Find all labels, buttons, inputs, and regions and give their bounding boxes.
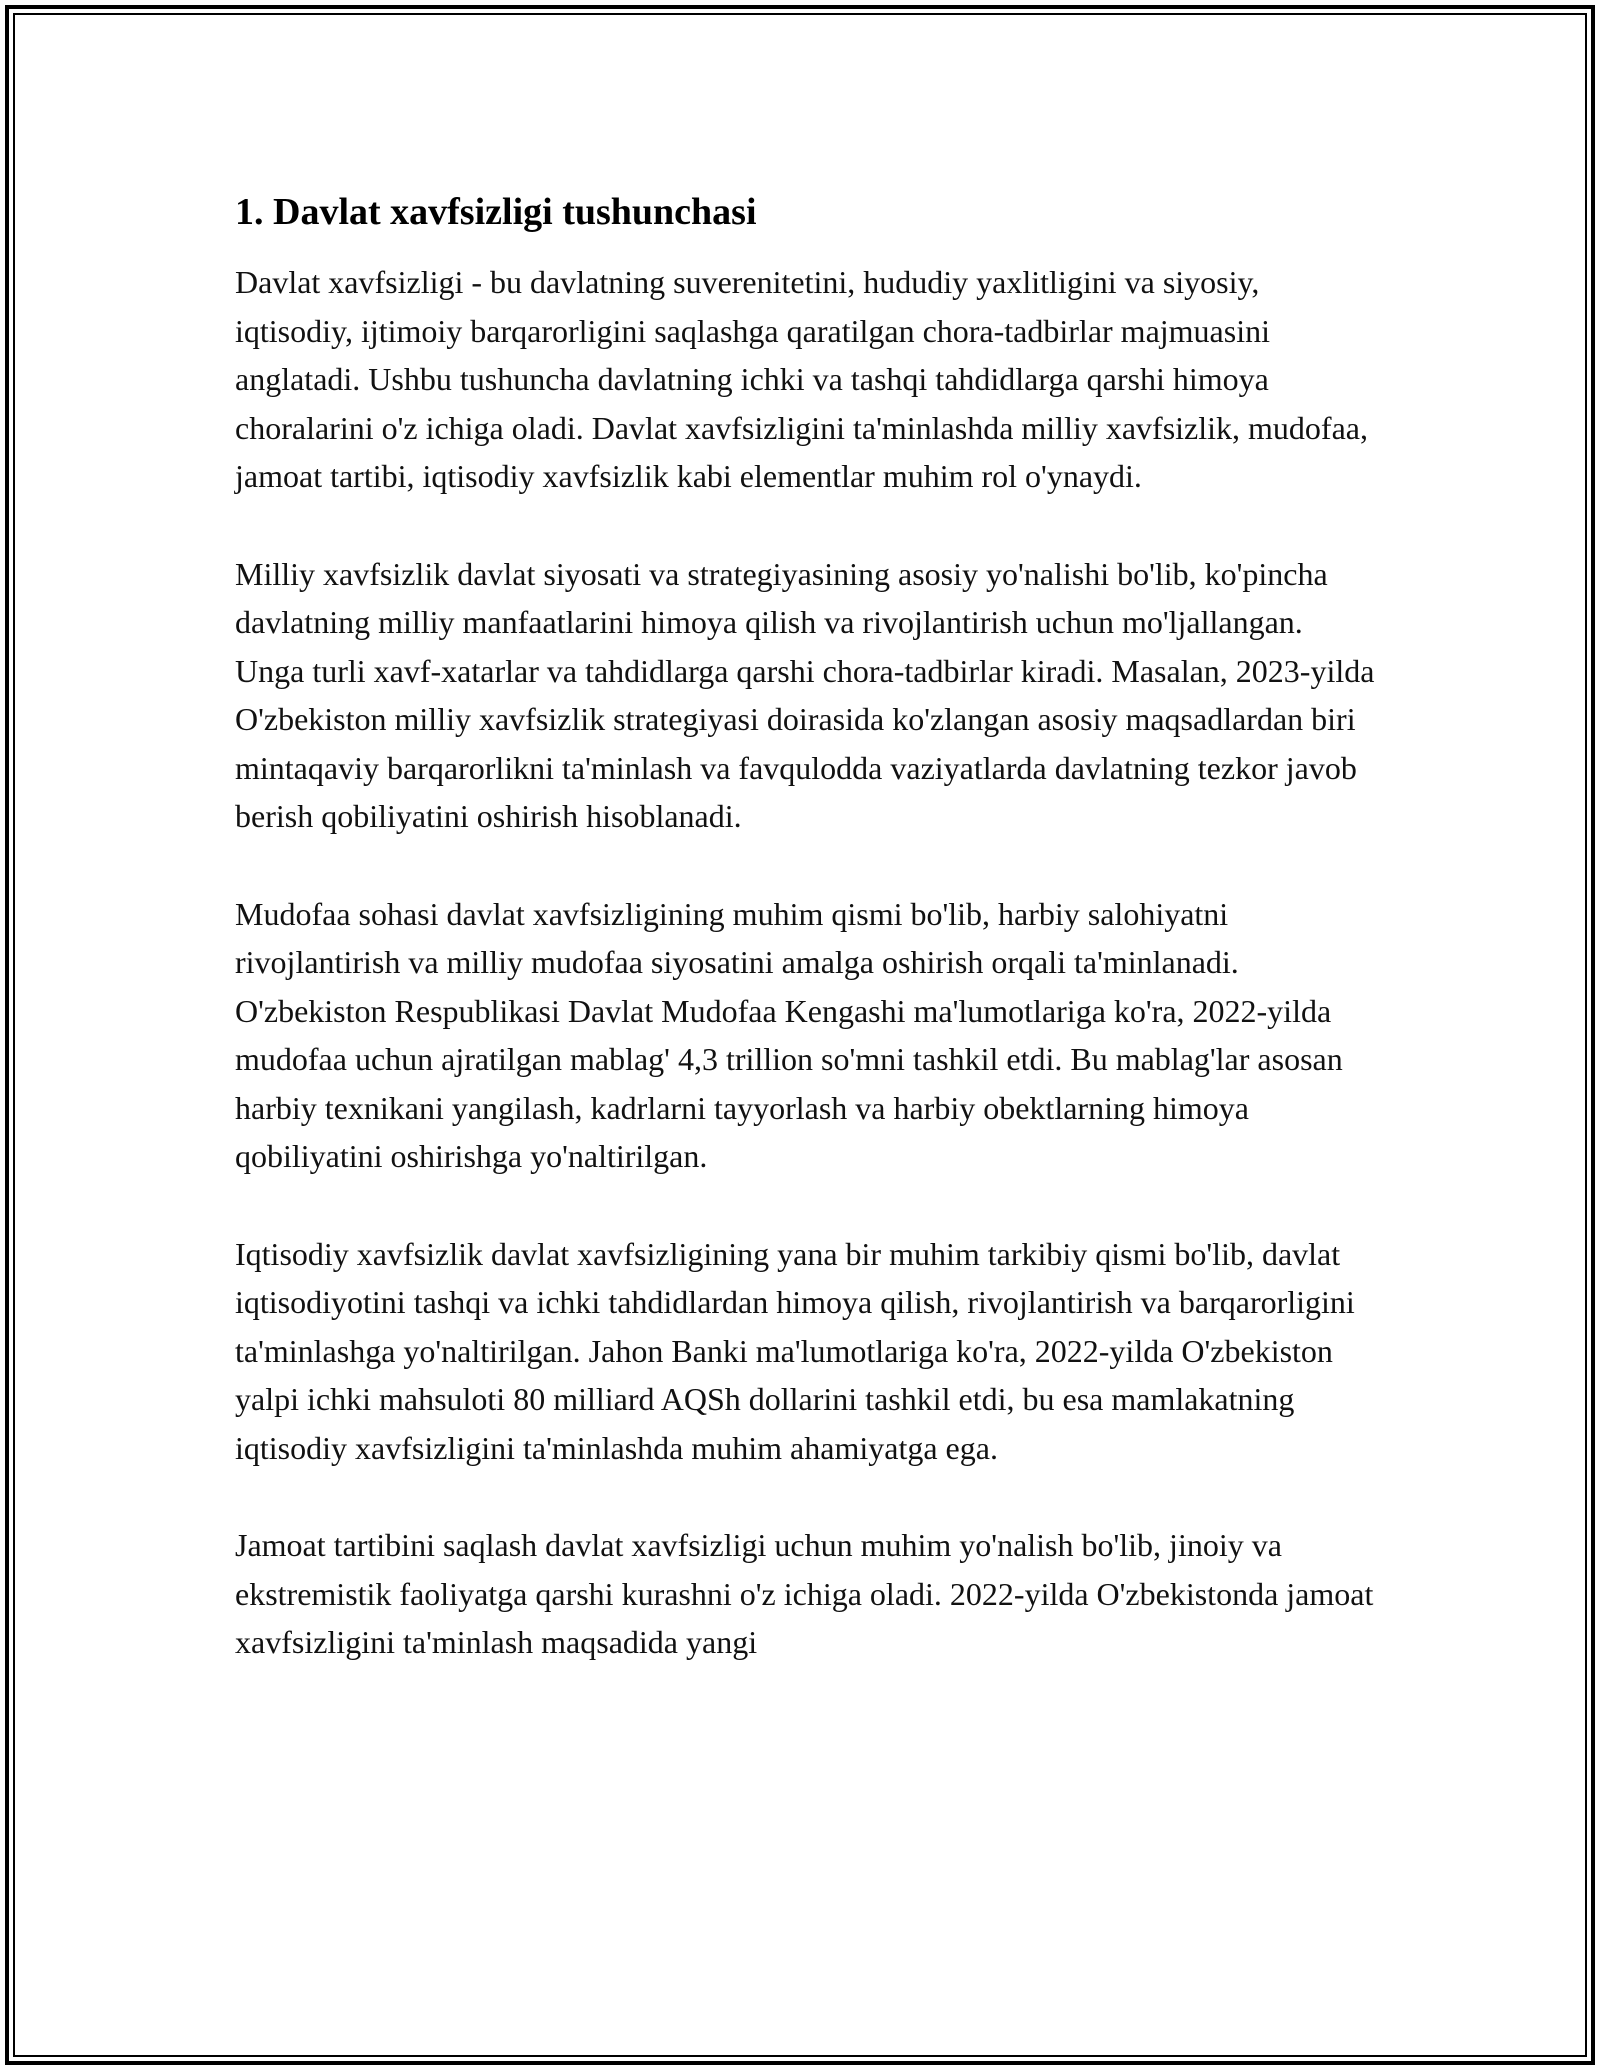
paragraph-defense: Mudofaa sohasi davlat xavfsizligining muhim qismi bo'lib, harbiy salohiyatni rivojlantirish va milliy mudofaa siyosatini amalga oshirish orqali ta'minlanadi. O'zbekiston Respublikasi Davlat Mudofaa Kengashi ma'lumotlariga ko'ra, 2022-yilda mudofaa uchun ajratilgan mablag' 4,3 trillion so'mni tashkil etdi. Bu mablag'lar asosan harbiy texnikani yangilash, kadrlarni tayyorlash va harbiy obektlarning himoya qobiliyatini oshirishga yo'naltirilgan. (235, 895, 1343, 1174)
paragraph-economic-security: Iqtisodiy xavfsizlik davlat xavfsizligining yana bir muhim tarkibiy qismi bo'lib, davlat iqtisodiyotini tashqi va ichki tahdidlardan himoya qilish, rivojlantirish va barqarorligini ta'minlashga yo'naltirilgan. Jahon Banki ma'lumotlariga ko'ra, 2022-yilda O'zbekiston yalpi ichki mahsuloti 80 milliard AQSh dollarini tashkil etdi, bu esa mamlakatning iqtisodiy xavfsizligini ta'minlashda muhim ahamiyatga ega. (235, 1235, 1355, 1466)
paragraph-definition: Davlat xavfsizligi - bu davlatning suverenitetini, hududiy yaxlitligini va siyosiy, iqtisodiy, ijtimoiy barqarorligini saqlashga qaratilgan chora-tadbirlar majmuasini anglatadi. Ushbu tushuncha davlatning ichki va tashqi tahdidlarga qarshi himoya choralarini o'z ichiga oladi. Davlat xavfsizligini ta'minlashda milliy xavfsizlik, mudofaa, jamoat tartibi, iqtisodiy xavfsizlik kabi elementlar muhim rol o'ynaydi. (235, 264, 1368, 494)
paragraph-national-security: Milliy xavfsizlik davlat siyosati va strategiyasining asosiy yo'nalishi bo'lib, ko'pincha davlatning milliy manfaatlarini himoya qilish va rivojlantirish uchun mo'ljallangan. Unga turli xavf-xatarlar va tahdidlarga qarshi chora-tadbirlar kiradi. Masalan, 2023-yilda O'zbekiston milliy xavfsizlik strategiyasi doirasida ko'zlangan asosiy maqsadlardan biri mintaqaviy barqarorlikni ta'minlash va favqulodda vaziyatlarda davlatning tezkor javob berish qobiliyatini oshirish hisoblanadi. (235, 555, 1375, 834)
document-body (235, 188, 1375, 1667)
paragraph-public-order: Jamoat tartibini saqlash davlat xavfsizligi uchun muhim yo'nalish bo'lib, jinoiy va ekstremistik faoliyatga qarshi kurashni o'z ichiga oladi. 2022-yilda O'zbekistonda jamoat xavfsizligini ta'minlash maqsadida yangi (235, 1527, 1374, 1660)
section-heading: 1. Davlat xavfsizligi tushunchasi (235, 191, 757, 233)
